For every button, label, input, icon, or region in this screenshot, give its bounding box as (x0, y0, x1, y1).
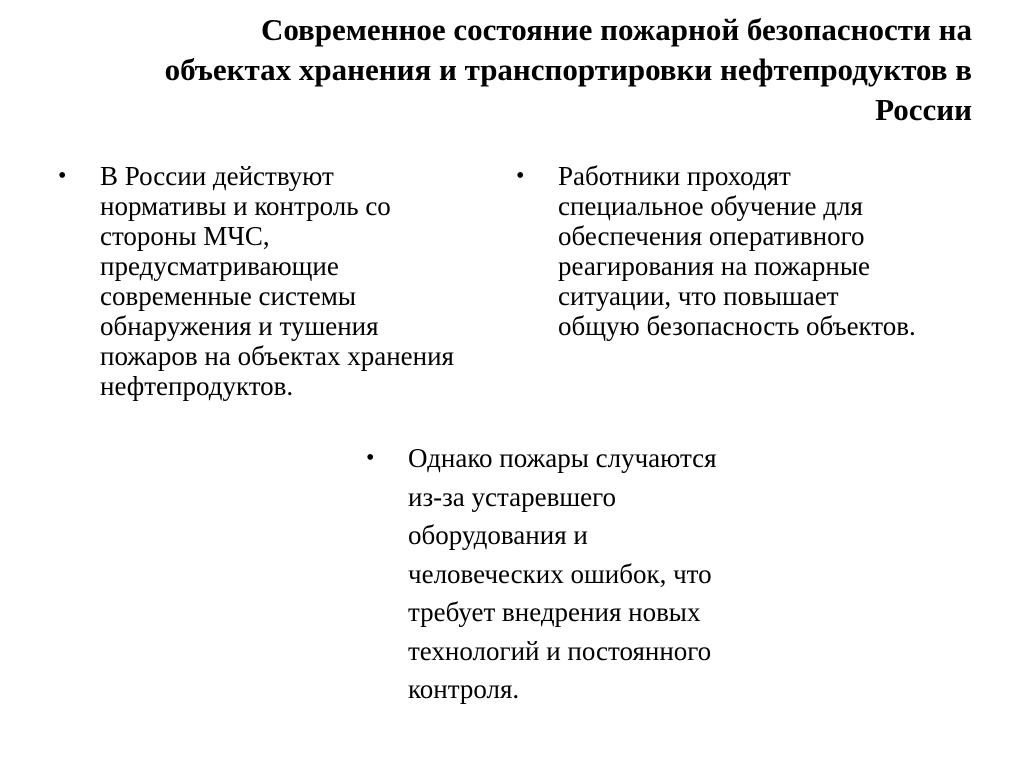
bullet-line: контроля. (408, 674, 520, 704)
bullet-line: из-за устаревшего (408, 481, 617, 512)
title-line: объектах хранения и транспортировки нефтепродуктов в (164, 52, 972, 87)
bullet-line: специальное обучение для (558, 191, 863, 221)
bullet-text (58, 161, 454, 401)
bullet-line: обеспечения оперативного (558, 221, 865, 251)
bullet-line: требует внедрения новых (408, 597, 701, 627)
bullet-line: пожаров на объектах хранения (100, 341, 454, 371)
bullet-line: стороны МЧС, (100, 221, 270, 251)
bullet-item-fires (366, 439, 716, 709)
bullet-line: ситуации, что повышает (558, 281, 839, 311)
bullet-line: нормативы и контроль со (100, 191, 391, 221)
bullet-line: оборудования и (408, 520, 588, 550)
bullet-line: обнаружения и тушения (100, 311, 379, 341)
bullet-icon: • (516, 163, 525, 189)
bullet-line: Однако пожары случаются (408, 443, 717, 473)
bullet-icon: • (366, 445, 375, 471)
bullet-line: предусматривающие (100, 251, 339, 281)
bullet-line: реагирования на пожарные (558, 251, 870, 281)
bullet-line: Работники проходят (558, 161, 791, 191)
bullet-text (516, 161, 916, 341)
bullet-line: современные системы (100, 281, 356, 311)
bullet-text (366, 439, 716, 709)
bullet-item-training (516, 161, 916, 341)
bullet-line: нефтепродуктов. (100, 371, 294, 401)
title-line: Современное состояние пожарной безопасности на (260, 12, 972, 47)
bullet-icon: • (58, 163, 67, 189)
slide-title (50, 10, 972, 130)
bullet-line: человеческих ошибок, что (408, 558, 712, 589)
bullet-line: технологий и постоянного (408, 635, 712, 666)
title-line: России (875, 92, 972, 127)
bullet-line: В России действуют (100, 161, 334, 191)
bullet-item-regulations (58, 161, 454, 401)
bullet-line: общую безопасность объектов. (558, 311, 916, 341)
